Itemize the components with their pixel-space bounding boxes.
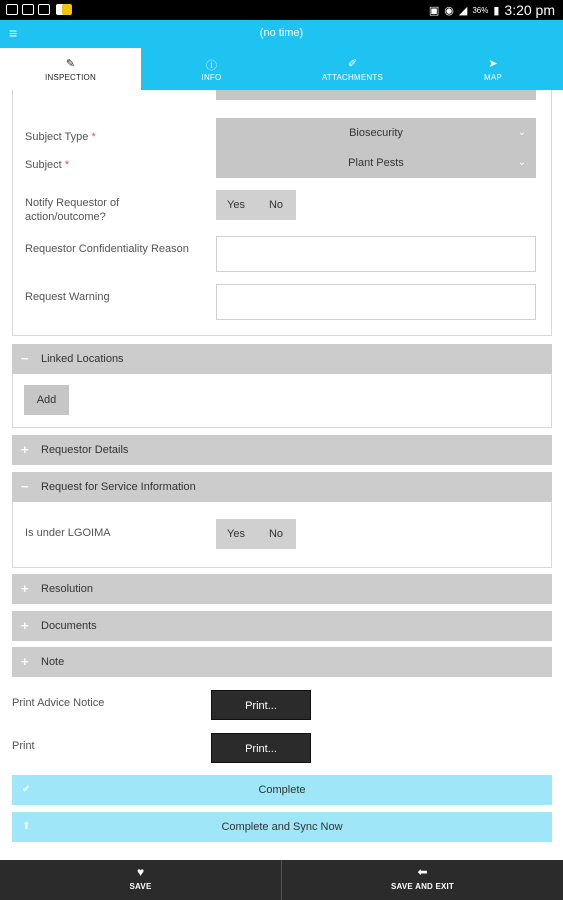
image-notification-icon (22, 4, 34, 15)
subject-value: Plant Pests (348, 157, 404, 169)
general-panel (12, 90, 552, 336)
add-location-button[interactable]: Add (24, 385, 69, 415)
expand-icon: + (21, 618, 29, 633)
tab-label: ATTACHMENTS (321, 73, 383, 82)
required-marker: * (64, 159, 70, 171)
collapse-icon: − (21, 479, 29, 494)
app-title: (no time) (259, 27, 304, 39)
notify-no-option[interactable]: No (268, 199, 284, 211)
subject-type-value: Biosecurity (349, 127, 403, 139)
battery-icon: ▮ (493, 4, 500, 17)
back-arrow-icon: ⬅ (417, 865, 428, 879)
hamburger-icon[interactable]: ≡ (9, 25, 18, 41)
contact-method-value (348, 90, 403, 91)
subject-label (25, 158, 69, 172)
print-advice-notice-button[interactable]: Print... (211, 690, 311, 720)
print-button[interactable]: Print... (211, 733, 311, 763)
print-advice-notice-label: Print Advice Notice (12, 697, 105, 709)
mail-notification-icon (38, 4, 50, 15)
complete-label: Complete (258, 784, 306, 796)
lgoima-label: Is under LGOIMA (25, 527, 111, 539)
heart-icon: ♥ (136, 865, 145, 879)
section-title: Resolution (41, 583, 93, 595)
form-content[interactable] (0, 90, 563, 858)
subject-type-select[interactable] (216, 118, 536, 148)
print-label: Print (12, 740, 35, 752)
lgoima-toggle[interactable] (216, 519, 296, 549)
expand-icon: + (21, 442, 29, 457)
section-title: Request for Service Information (41, 481, 196, 493)
navigation-arrow-icon: ➤ (488, 58, 498, 70)
info-icon: ⓘ (206, 60, 217, 72)
tab-label: MAP (484, 73, 502, 82)
save-exit-label: SAVE AND EXIT (390, 882, 455, 891)
chevron-down-icon: ⌄ (517, 127, 526, 138)
tab-bar (0, 48, 563, 90)
confidentiality-reason-label: Requestor Confidentiality Reason (25, 243, 189, 255)
subject-text: Subject (25, 159, 62, 171)
chevron-down-icon (518, 90, 526, 100)
subject-type-text: Subject Type (25, 131, 89, 143)
image-notification-icon (6, 4, 18, 15)
tab-inspection[interactable] (0, 48, 141, 90)
app-bar (0, 20, 563, 48)
section-requestor-details[interactable] (12, 435, 552, 465)
request-warning-input[interactable] (216, 284, 536, 320)
section-note[interactable] (12, 647, 552, 677)
tab-label: INFO (201, 73, 222, 82)
photo-icon: ▣ (428, 4, 440, 17)
contact-method-label (25, 90, 103, 92)
lgoima-yes-option[interactable]: Yes (227, 528, 245, 540)
contact-method-select[interactable] (216, 90, 536, 100)
request-warning-label: Request Warning (25, 291, 110, 303)
expand-icon: + (21, 581, 29, 596)
section-title: Note (41, 656, 65, 668)
section-title: Requestor Details (41, 444, 129, 456)
status-bar (0, 0, 563, 20)
expand-icon: + (21, 654, 29, 669)
section-title: Documents (41, 620, 97, 632)
section-request-for-service[interactable] (12, 472, 552, 502)
save-button[interactable] (0, 860, 281, 900)
wifi-icon: ◉ (444, 4, 454, 17)
section-resolution[interactable] (12, 574, 552, 604)
chevron-down-icon: ⌄ (517, 157, 526, 168)
status-indicators (429, 2, 555, 18)
paperclip-icon: ✐ (347, 58, 358, 70)
required-marker: * (91, 131, 96, 143)
tab-attachments[interactable] (282, 48, 423, 90)
signal-icon: ◢ (458, 4, 468, 17)
subject-type-label (25, 130, 96, 144)
request-for-service-panel (12, 502, 552, 568)
upload-arrow-icon: ⬆ (22, 821, 31, 832)
notify-requestor-toggle[interactable] (216, 190, 296, 220)
bottom-action-bar (0, 860, 563, 900)
tab-map[interactable] (423, 48, 563, 90)
checkmark-icon: ✔ (22, 784, 31, 795)
complete-and-sync-button[interactable] (12, 812, 552, 842)
subject-select[interactable] (216, 148, 536, 178)
section-documents[interactable] (12, 611, 552, 641)
tab-info[interactable] (141, 48, 282, 90)
clock: 3:20 pm (504, 2, 555, 18)
notify-requestor-label: Notify Requestor of action/outcome? (25, 197, 120, 223)
folder-notification-icon (62, 4, 72, 15)
battery-percent: 36% (472, 5, 489, 15)
confidentiality-reason-input[interactable] (216, 236, 536, 272)
save-and-exit-button[interactable] (281, 860, 563, 900)
collapse-icon: − (21, 351, 29, 366)
complete-sync-label: Complete and Sync Now (221, 821, 343, 833)
section-title: Linked Locations (41, 353, 124, 365)
pencil-icon: ✎ (65, 58, 76, 70)
notify-yes-option[interactable]: Yes (227, 199, 245, 211)
save-label: SAVE (129, 882, 152, 891)
tab-label: INSPECTION (45, 73, 96, 82)
section-linked-locations[interactable] (12, 344, 552, 374)
linked-locations-panel (12, 374, 552, 428)
lgoima-no-option[interactable]: No (268, 528, 284, 540)
complete-button[interactable] (12, 775, 552, 805)
